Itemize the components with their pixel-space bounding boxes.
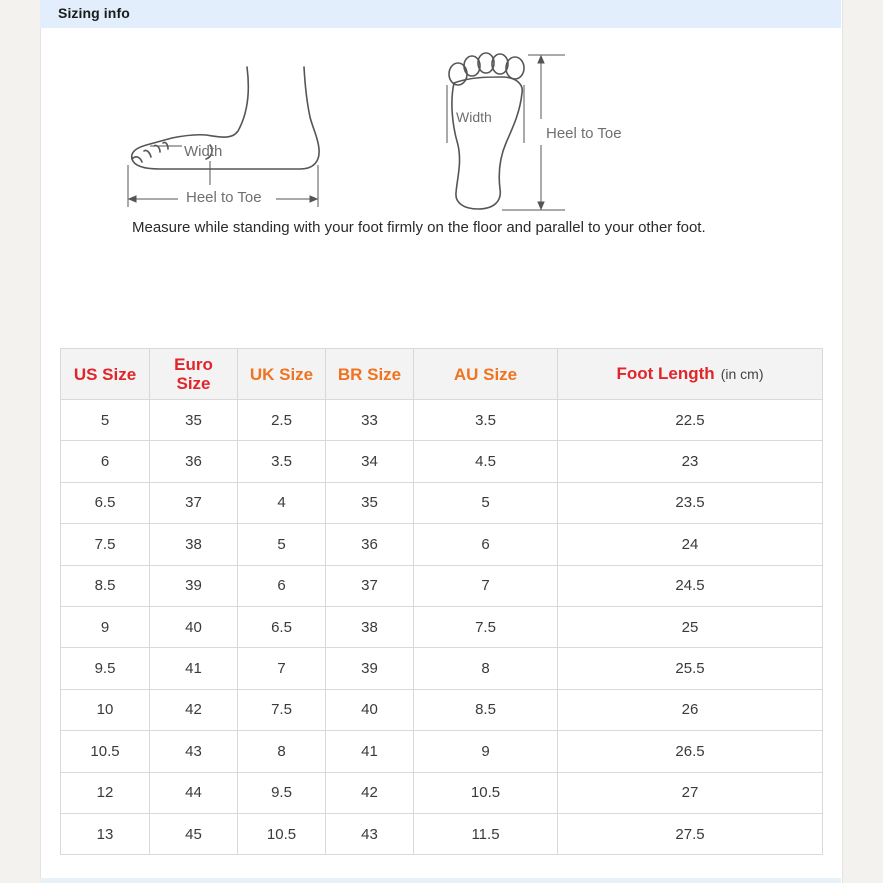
table-cell: 39 bbox=[150, 565, 238, 606]
table-cell: 5 bbox=[414, 482, 558, 523]
column-header-label: Foot Length bbox=[616, 364, 715, 383]
table-cell: 26 bbox=[558, 689, 823, 730]
side-heel-to-toe-label: Heel to Toe bbox=[186, 189, 262, 206]
table-cell: 41 bbox=[326, 731, 414, 772]
table-cell: 34 bbox=[326, 441, 414, 482]
table-cell: 40 bbox=[150, 606, 238, 647]
table-cell: 10.5 bbox=[61, 731, 150, 772]
table-cell: 4.5 bbox=[414, 441, 558, 482]
table-cell: 35 bbox=[150, 400, 238, 441]
table-cell: 27.5 bbox=[558, 813, 823, 854]
table-cell: 25 bbox=[558, 606, 823, 647]
top-width-label: Width bbox=[456, 109, 492, 125]
column-header bbox=[414, 349, 558, 400]
column-header-unit: (in cm) bbox=[720, 366, 764, 382]
table-cell: 7.5 bbox=[414, 606, 558, 647]
top-heel-to-toe-label: Heel to Toe bbox=[546, 125, 622, 142]
table-cell: 23.5 bbox=[558, 482, 823, 523]
table-cell: 7 bbox=[414, 565, 558, 606]
size-chart-table bbox=[60, 348, 823, 855]
table-cell: 39 bbox=[326, 648, 414, 689]
column-header bbox=[150, 349, 238, 400]
bottom-divider bbox=[40, 878, 841, 883]
column-header-label: US Size bbox=[73, 364, 137, 384]
table-cell: 5 bbox=[61, 400, 150, 441]
size-chart-table-wrap bbox=[60, 348, 823, 855]
table-row bbox=[61, 482, 823, 523]
table-cell: 45 bbox=[150, 813, 238, 854]
table-cell: 38 bbox=[150, 524, 238, 565]
table-row bbox=[61, 441, 823, 482]
table-row bbox=[61, 400, 823, 441]
column-header bbox=[238, 349, 326, 400]
table-row bbox=[61, 606, 823, 647]
top-view-foot bbox=[449, 53, 524, 209]
table-row bbox=[61, 813, 823, 854]
table-cell: 27 bbox=[558, 772, 823, 813]
table-cell: 6.5 bbox=[238, 606, 326, 647]
table-cell: 6 bbox=[414, 524, 558, 565]
table-cell: 9 bbox=[414, 731, 558, 772]
table-cell: 22.5 bbox=[558, 400, 823, 441]
table-cell: 10 bbox=[61, 689, 150, 730]
table-cell: 11.5 bbox=[414, 813, 558, 854]
table-cell: 6 bbox=[238, 565, 326, 606]
table-cell: 8.5 bbox=[61, 565, 150, 606]
table-cell: 41 bbox=[150, 648, 238, 689]
column-header-label: UK Size bbox=[249, 364, 314, 384]
table-cell: 8.5 bbox=[414, 689, 558, 730]
column-header bbox=[326, 349, 414, 400]
table-cell: 5 bbox=[238, 524, 326, 565]
table-cell: 38 bbox=[326, 606, 414, 647]
side-view-foot bbox=[132, 67, 319, 169]
table-cell: 4 bbox=[238, 482, 326, 523]
table-row bbox=[61, 524, 823, 565]
column-header bbox=[61, 349, 150, 400]
table-cell: 35 bbox=[326, 482, 414, 523]
table-cell: 8 bbox=[238, 731, 326, 772]
table-cell: 3.5 bbox=[238, 441, 326, 482]
table-cell: 6 bbox=[61, 441, 150, 482]
table-row bbox=[61, 731, 823, 772]
table-cell: 10.5 bbox=[238, 813, 326, 854]
table-cell: 9.5 bbox=[238, 772, 326, 813]
table-cell: 37 bbox=[326, 565, 414, 606]
table-cell: 26.5 bbox=[558, 731, 823, 772]
table-cell: 42 bbox=[326, 772, 414, 813]
table-cell: 12 bbox=[61, 772, 150, 813]
header-bar bbox=[40, 0, 841, 28]
table-cell: 2.5 bbox=[238, 400, 326, 441]
table-body bbox=[61, 400, 823, 855]
column-header-label: AU Size bbox=[453, 364, 518, 384]
table-cell: 37 bbox=[150, 482, 238, 523]
table-cell: 24.5 bbox=[558, 565, 823, 606]
foot-measurement-diagram bbox=[110, 45, 770, 220]
table-cell: 13 bbox=[61, 813, 150, 854]
table-cell: 10.5 bbox=[414, 772, 558, 813]
table-cell: 7.5 bbox=[61, 524, 150, 565]
table-cell: 33 bbox=[326, 400, 414, 441]
table-cell: 42 bbox=[150, 689, 238, 730]
table-cell: 9.5 bbox=[61, 648, 150, 689]
table-cell: 43 bbox=[326, 813, 414, 854]
table-cell: 8 bbox=[414, 648, 558, 689]
table-cell: 24 bbox=[558, 524, 823, 565]
table-header-row bbox=[61, 349, 823, 400]
table-cell: 36 bbox=[326, 524, 414, 565]
table-cell: 36 bbox=[150, 441, 238, 482]
table-cell: 7 bbox=[238, 648, 326, 689]
table-row bbox=[61, 689, 823, 730]
column-header-label: BR Size bbox=[337, 364, 402, 384]
table-cell: 3.5 bbox=[414, 400, 558, 441]
table-cell: 9 bbox=[61, 606, 150, 647]
table-cell: 7.5 bbox=[238, 689, 326, 730]
table-cell: 25.5 bbox=[558, 648, 823, 689]
table-cell: 44 bbox=[150, 772, 238, 813]
column-header-label: Euro Size bbox=[174, 355, 213, 393]
column-header bbox=[558, 349, 823, 400]
table-row bbox=[61, 772, 823, 813]
table-row bbox=[61, 648, 823, 689]
table-cell: 40 bbox=[326, 689, 414, 730]
measure-instruction: Measure while standing with your foot firmly on the floor and parallel to your other foot. bbox=[132, 219, 706, 236]
table-cell: 6.5 bbox=[61, 482, 150, 523]
table-row bbox=[61, 565, 823, 606]
table-cell: 43 bbox=[150, 731, 238, 772]
side-width-label: Width bbox=[184, 143, 223, 160]
page-title: Sizing info bbox=[58, 5, 130, 21]
table-cell: 23 bbox=[558, 441, 823, 482]
